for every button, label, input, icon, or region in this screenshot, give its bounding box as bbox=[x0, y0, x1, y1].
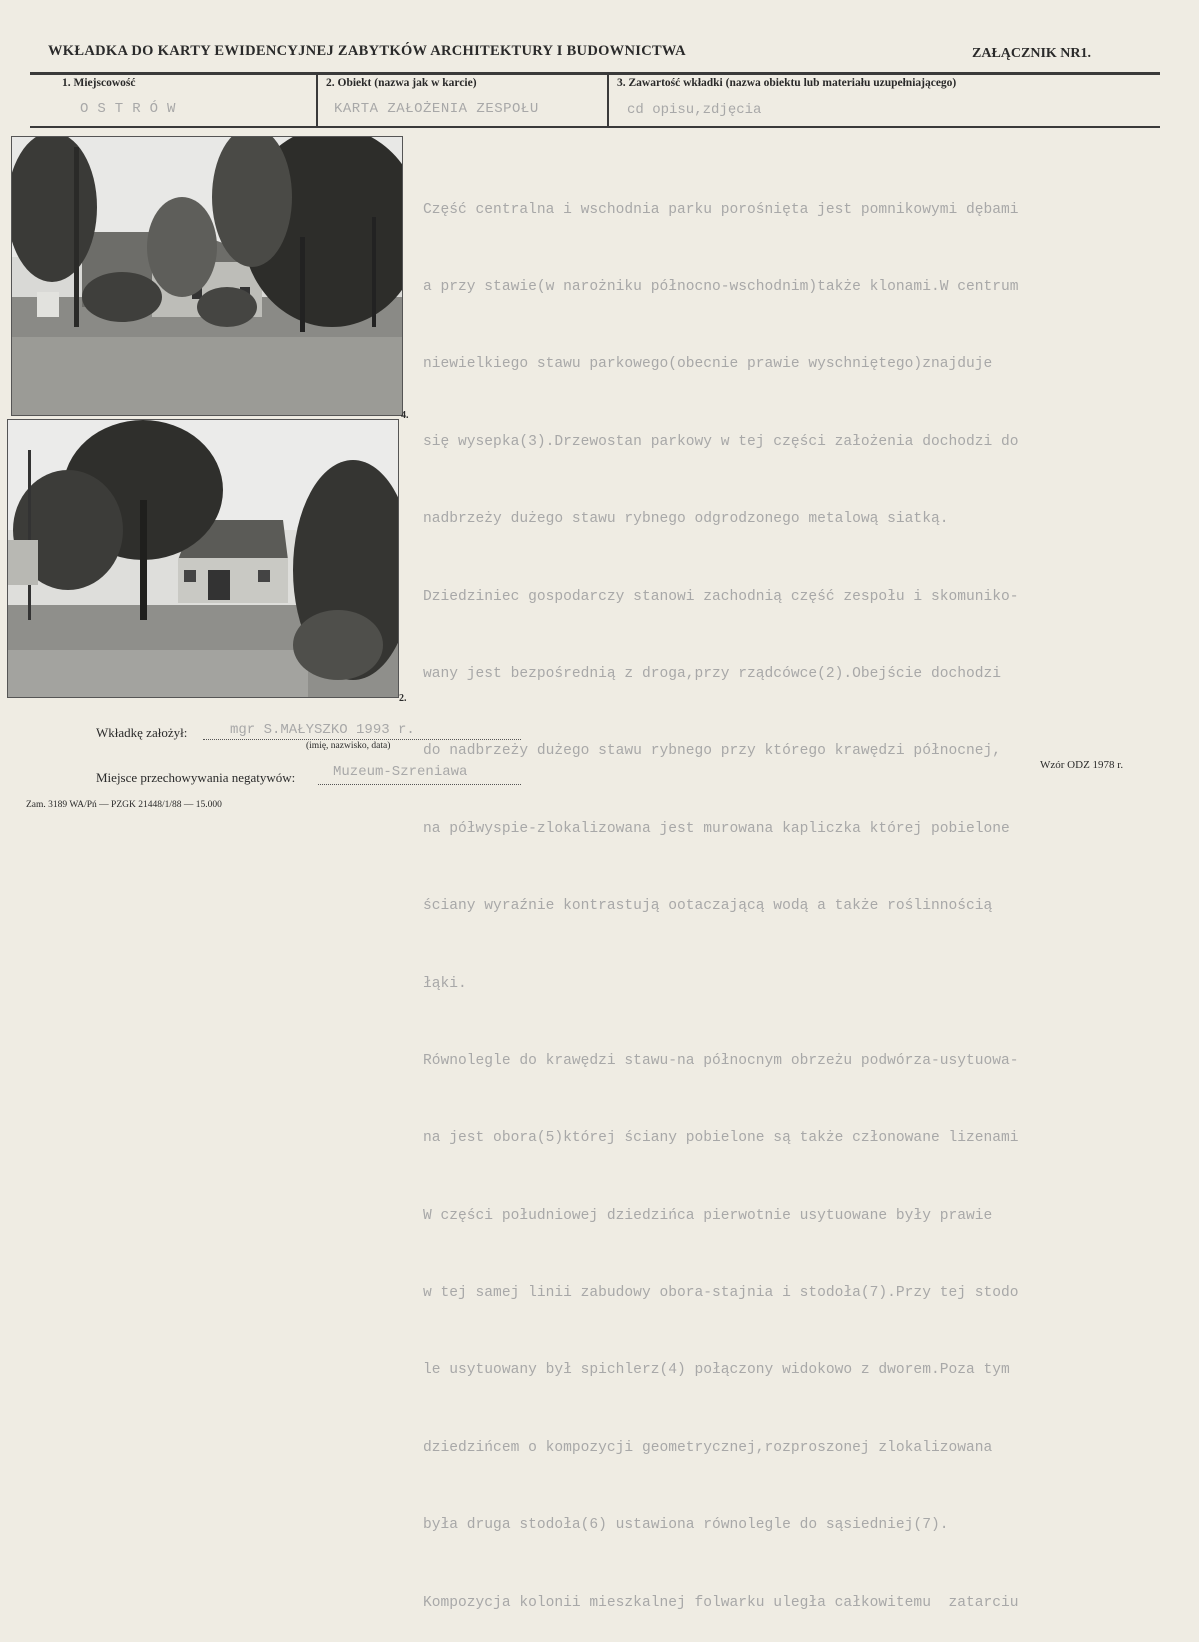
negatives-dotted-line bbox=[318, 784, 521, 785]
photo-farm-building bbox=[7, 419, 399, 698]
form-title: WKŁADKA DO KARTY EWIDENCYJNEJ ZABYTKÓW ARCHITEKTURY I BUDOWNICTWA bbox=[48, 43, 686, 59]
photo-number-1: 4. bbox=[401, 410, 409, 421]
description-line: Kompozycja kolonii mieszkalnej folwarku uległa całkowitemu zatarciu bbox=[423, 1594, 1019, 1611]
column-divider-1 bbox=[316, 74, 318, 128]
description-line: ściany wyraźnie kontrastują ootaczającą wodą a także roślinnością bbox=[423, 898, 993, 915]
object-value: KARTA ZAŁOŻENIA ZESPOŁU bbox=[334, 101, 539, 117]
founder-label: Wkładkę założył: bbox=[96, 725, 188, 740]
description-line: Równolegle do krawędzi stawu-na północnym obrzeżu podwórza-usytuowa- bbox=[423, 1052, 1019, 1069]
contents-label: 3. Zawartość wkładki (nazwa obiektu lub materiału uzupełniającego) bbox=[617, 77, 957, 89]
description-line: Dziedziniec gospodarczy stanowi zachodnią część zespołu i skomuniko- bbox=[423, 588, 1019, 605]
locality-value: OSTRÓW bbox=[80, 101, 185, 117]
founder-dotted-line bbox=[203, 739, 521, 740]
description-line: w tej samej linii zabudowy obora-stajnia i stodoła(7).Przy tej stodo bbox=[423, 1285, 1019, 1302]
description-line: do nadbrzeży dużego stawu rybnego przy którego krawędzi północnej, bbox=[423, 743, 1002, 760]
contents-value: cd opisu,zdjęcia bbox=[627, 102, 762, 118]
description-line: na jest obora(5)której ściany pobielone są także członowane lizenami bbox=[423, 1130, 1019, 1147]
description-line: wany jest bezpośrednią z droga,przy rządcówce(2).Obejście dochodzi bbox=[423, 665, 1002, 682]
description-line: się wysepka(3).Drzewostan parkowy w tej części założenia dochodzi do bbox=[423, 433, 1019, 450]
founder-hint: (imię, nazwisko, data) bbox=[306, 741, 391, 751]
form-model: Wzór ODZ 1978 r. bbox=[1040, 759, 1124, 771]
locality-label: 1. Miejscowość bbox=[62, 77, 136, 89]
negatives-label: Miejsce przechowywania negatywów: bbox=[96, 770, 296, 785]
description-line: niewielkiego stawu parkowego(obecnie prawie wyschniętego)znajduje bbox=[423, 356, 993, 373]
photo-number-2: 2. bbox=[399, 693, 407, 704]
description-line: le usytuowany był spichlerz(4) połączony widokowo z dworem.Poza tym bbox=[423, 1362, 1010, 1379]
print-order-info: Zam. 3189 WA/Pń — PZGK 21448/1/88 — 15.000 bbox=[26, 800, 222, 810]
column-divider-2 bbox=[607, 74, 609, 128]
description-line: była druga stodoła(6) ustawiona równolegle do sąsiedniej(7). bbox=[423, 1517, 949, 1534]
annex-number: ZAŁĄCZNIK NR1. bbox=[972, 46, 1092, 61]
header-rule-bottom bbox=[30, 126, 1160, 128]
description-line: a przy stawie(w narożniku północno-wschodnim)także klonami.W centrum bbox=[423, 278, 1019, 295]
description-line: Część centralna i wschodnia parku porośnięta jest pomnikowymi dębami bbox=[423, 201, 1019, 218]
object-label: 2. Obiekt (nazwa jak w karcie) bbox=[326, 77, 477, 89]
description-line: dziedzińcem o kompozycji geometrycznej,rozproszonej zlokalizowana bbox=[423, 1439, 993, 1456]
negatives-value: Muzeum-Szreniawa bbox=[333, 764, 468, 780]
description-line: łąki. bbox=[423, 975, 467, 992]
description-line: W części południowej dziedzińca pierwotnie usytuowane były prawie bbox=[423, 1207, 993, 1224]
founder-value: mgr S.MAŁYSZKO 1993 r. bbox=[230, 722, 415, 738]
description-text bbox=[423, 146, 1193, 1642]
header-rule-top bbox=[30, 72, 1160, 75]
description-line: nadbrzeży dużego stawu rybnego odgrodzonego metalową siatką. bbox=[423, 511, 949, 528]
photo-manor-house bbox=[11, 136, 403, 416]
description-line: na półwyspie-zlokalizowana jest murowana kapliczka której pobielone bbox=[423, 820, 1010, 837]
